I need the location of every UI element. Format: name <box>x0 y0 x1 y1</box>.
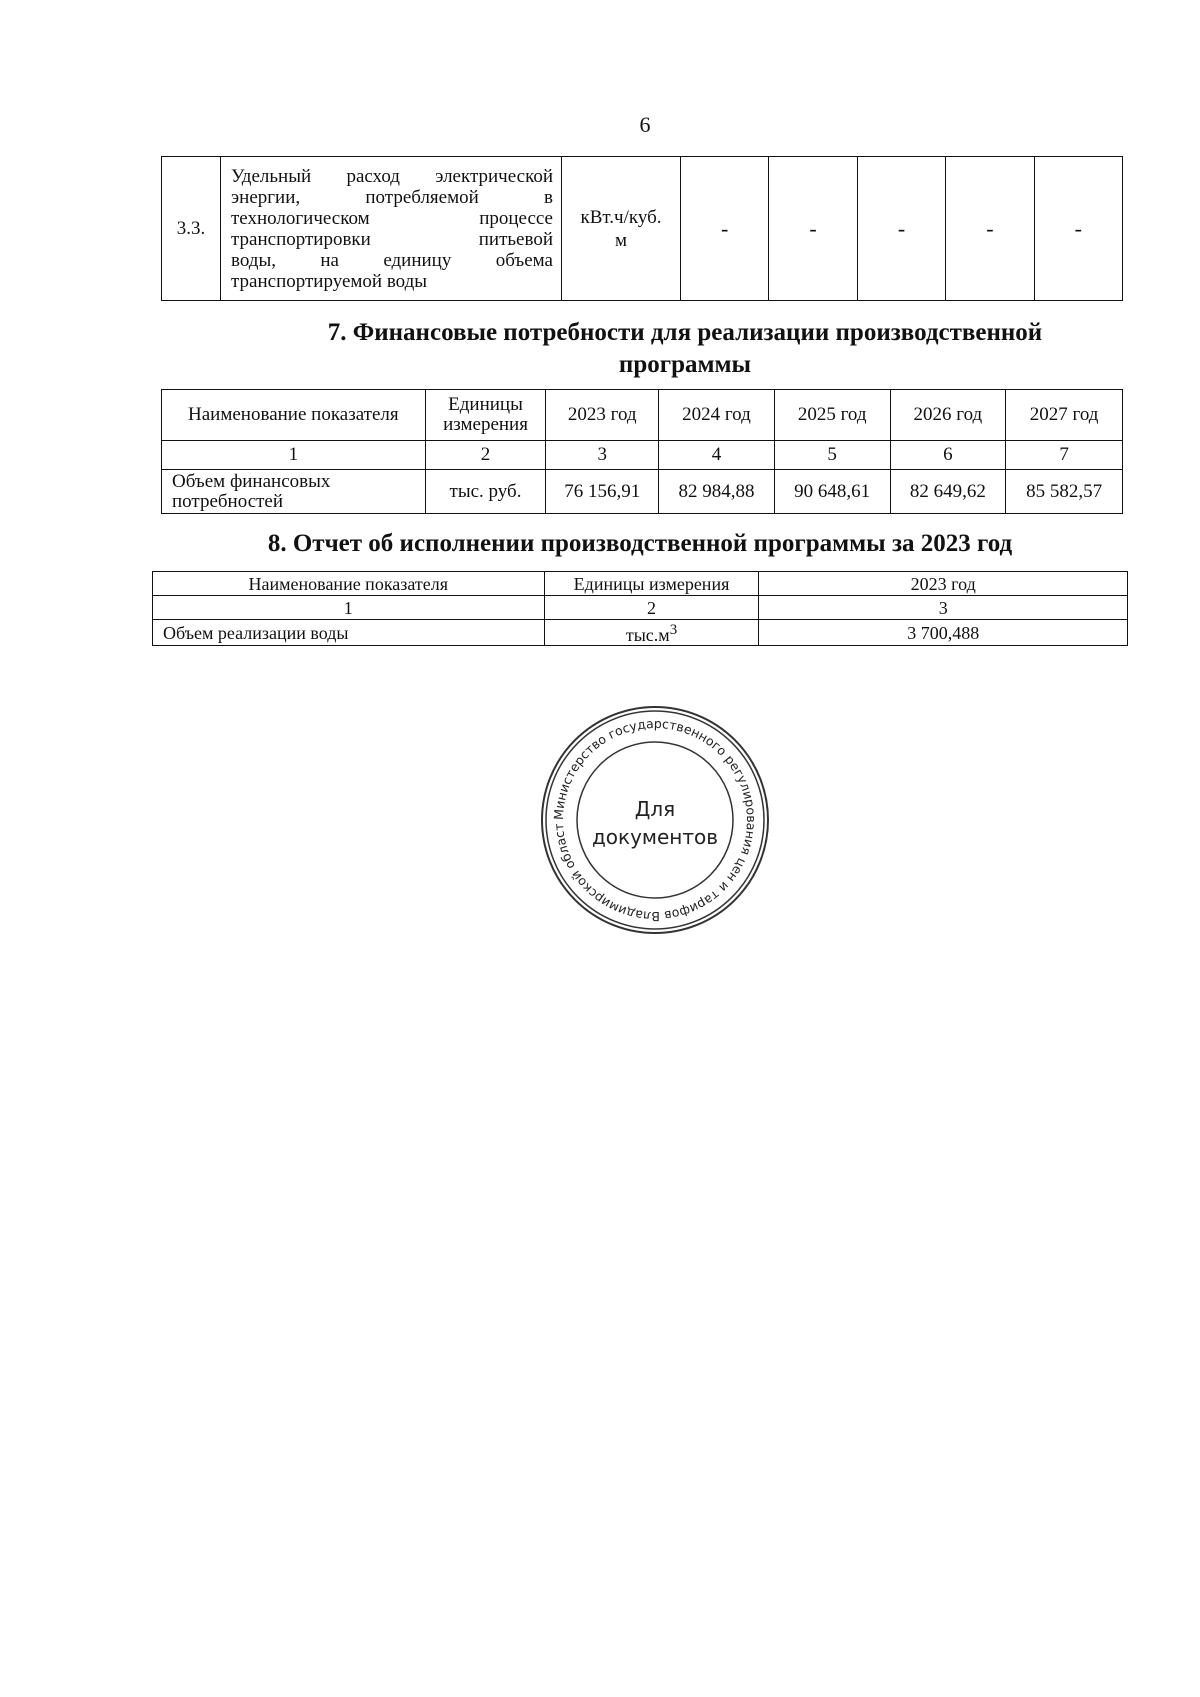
section7-title-line2: программы <box>618 351 752 378</box>
stamp-center-line1: Для <box>634 797 676 821</box>
header-cell: Наименование показателя <box>153 572 545 596</box>
unit-line: кВт.ч/куб. <box>580 206 662 228</box>
row-name-line1: Объем финансовых <box>172 470 331 492</box>
header-cell: Единицы измерения <box>544 572 759 596</box>
stamp-seal-icon <box>540 705 770 935</box>
page-number: 6 <box>639 112 651 137</box>
indicator-value: - <box>946 157 1034 301</box>
official-stamp <box>540 705 770 935</box>
header-name: Наименование показателя <box>162 390 426 441</box>
row-unit: тыс. руб. <box>425 470 546 514</box>
header-unit-line2: измерения <box>443 414 528 435</box>
header-year: 2025 год <box>774 390 890 441</box>
indicator-name-line: воды, на единицу объема <box>231 249 553 271</box>
row-name-line2: потребностей <box>172 490 284 512</box>
indicator-unit <box>562 157 681 301</box>
row-value: 76 156,91 <box>546 470 659 514</box>
header-cell: 2023 год <box>759 572 1128 596</box>
table-row <box>153 620 1128 646</box>
indicator-value: - <box>857 157 945 301</box>
indicators-table <box>161 156 1123 301</box>
index-cell: 2 <box>425 441 546 470</box>
header-unit <box>425 390 546 441</box>
header-year: 2027 год <box>1006 390 1123 441</box>
index-cell: 1 <box>153 596 545 620</box>
stamp-ring-text: Министерство государственного регулирования цен и тарифов Владимирской област <box>550 715 760 925</box>
row-value: 3 700,488 <box>759 620 1128 646</box>
stamp-center-line2: документов <box>591 825 719 849</box>
row-name: Объем реализации воды <box>153 620 545 646</box>
header-year: 2023 год <box>546 390 659 441</box>
index-cell: 5 <box>774 441 890 470</box>
indicator-name-line: Удельный расход электрической <box>231 165 553 187</box>
indicator-value: - <box>769 157 857 301</box>
indicator-name-line: транспортировки питьевой <box>231 228 553 250</box>
index-cell: 6 <box>890 441 1006 470</box>
table-index-row <box>153 596 1128 620</box>
header-unit-line1: Единицы <box>448 394 523 415</box>
unit-line: м <box>614 229 628 251</box>
indicator-value: - <box>1034 157 1122 301</box>
row-unit-sup: 3 <box>669 622 678 638</box>
table-row <box>162 157 1123 301</box>
indicator-name <box>221 157 562 301</box>
table-row <box>162 470 1123 514</box>
section7-title-line1: 7. Финансовые потребности для реализации производственной <box>327 319 1043 346</box>
table-header-row <box>162 390 1123 441</box>
index-cell: 7 <box>1006 441 1123 470</box>
index-cell: 3 <box>546 441 659 470</box>
table-index-row <box>162 441 1123 470</box>
row-unit-text: тыс.м <box>625 625 670 645</box>
row-value: 85 582,57 <box>1006 470 1123 514</box>
row-value: 82 649,62 <box>890 470 1006 514</box>
header-year: 2024 год <box>659 390 775 441</box>
index-cell: 4 <box>659 441 775 470</box>
index-cell: 3 <box>759 596 1128 620</box>
indicator-name-line: транспортируемой воды <box>231 270 428 292</box>
row-unit <box>544 620 759 646</box>
indicator-value: - <box>681 157 769 301</box>
section8-title: 8. Отчет об исполнении производственной программы за 2023 год <box>267 530 1013 557</box>
index-cell: 2 <box>544 596 759 620</box>
report-table <box>152 571 1128 646</box>
indicator-name-line: энергии, потребляемой в <box>231 186 553 208</box>
row-value: 82 984,88 <box>659 470 775 514</box>
row-name <box>162 470 426 514</box>
indicator-name-line: технологическом процессе <box>231 207 553 229</box>
financial-needs-table <box>161 389 1123 514</box>
section7-title <box>260 317 1110 381</box>
row-number: 3.3. <box>162 157 221 301</box>
table-header-row <box>153 572 1128 596</box>
row-value: 90 648,61 <box>774 470 890 514</box>
index-cell: 1 <box>162 441 426 470</box>
header-year: 2026 год <box>890 390 1006 441</box>
